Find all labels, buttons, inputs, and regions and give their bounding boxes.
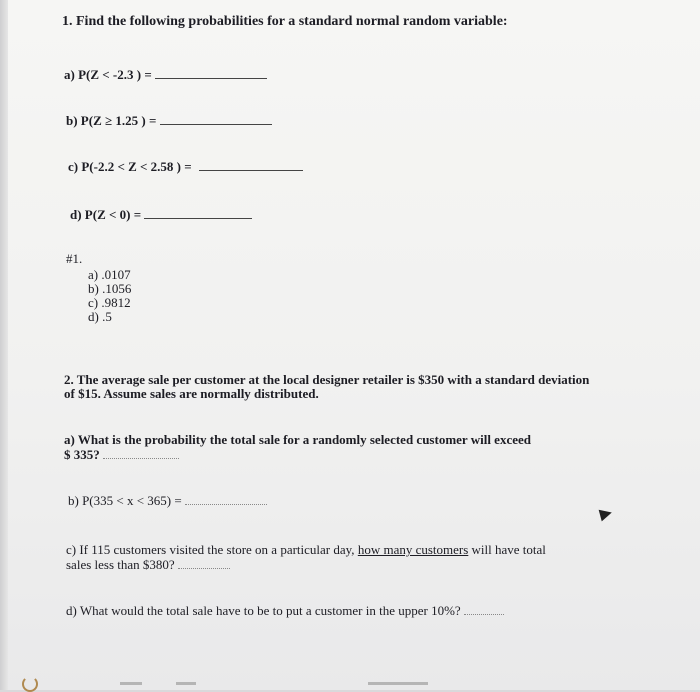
answer-item: d) .5	[88, 309, 112, 324]
q2-c-line1-post: will have total	[468, 542, 546, 557]
answer-item: b) .1056	[88, 281, 132, 296]
bottom-mark	[176, 682, 196, 685]
q2-b-label: b) P(335 < x < 365) =	[68, 493, 182, 508]
page-edge-shadow	[0, 0, 8, 690]
q1-a-answer-blank[interactable]	[155, 66, 267, 79]
bottom-mark	[120, 682, 142, 685]
q2-d-label: d) What would the total sale have to be to put a customer in the upper 10%?	[66, 603, 461, 618]
q2-text-line2: of $15. Assume sales are normally distributed.	[64, 386, 319, 401]
q2-c-row2	[66, 556, 230, 573]
q2-c-answer-blank[interactable]	[178, 556, 230, 569]
q1-a-label: a) P(Z < -2.3 ) =	[64, 67, 152, 82]
q2-c-line2: sales less than $380?	[66, 557, 175, 572]
q2-a-line2: $ 335?	[64, 447, 100, 462]
answer-item: c) .9812	[88, 295, 131, 310]
q1-d-answer-blank[interactable]	[144, 206, 252, 219]
q2-c-line1-underlined: how many customers	[357, 542, 469, 557]
bottom-mark	[368, 682, 428, 685]
q1-d-label: d) P(Z < 0) =	[70, 207, 142, 222]
q2-d-answer-blank[interactable]	[464, 602, 504, 615]
answers-title: #1.	[66, 251, 83, 266]
q2-d-row	[66, 602, 504, 619]
q2-b-row	[68, 492, 267, 509]
cursor-arrow-icon	[599, 507, 614, 522]
answers-list	[88, 268, 131, 324]
answer-item: a) .0107	[88, 267, 131, 282]
q1-b-label: b) P(Z ≥ 1.25 ) =	[66, 113, 157, 128]
q1-b-row	[66, 112, 272, 129]
q1-c-answer-blank[interactable]	[199, 158, 303, 171]
q2-a-answer-blank[interactable]	[103, 446, 179, 459]
q1-heading: 1. Find the following probabilities for a standard normal random variable:	[62, 14, 508, 29]
q2-a-line1: a) What is the probability the total sale for a randomly selected customer will exceed	[64, 432, 531, 447]
q2-text-line1: 2. The average sale per customer at the local designer retailer is $350 with a standard deviation	[64, 372, 590, 387]
q1-b-answer-blank[interactable]	[160, 112, 272, 125]
q2-b-answer-blank[interactable]	[185, 492, 267, 505]
q1-c-label: c) P(-2.2 < Z < 2.58 ) =	[68, 159, 192, 174]
q1-c-row	[68, 158, 303, 175]
q2-a-row2	[64, 446, 179, 463]
q1-a-row	[64, 66, 267, 83]
q1-d-row	[70, 206, 252, 223]
q2-c-line1-pre: c) If 115 customers visited the store on a particular day,	[66, 542, 358, 557]
